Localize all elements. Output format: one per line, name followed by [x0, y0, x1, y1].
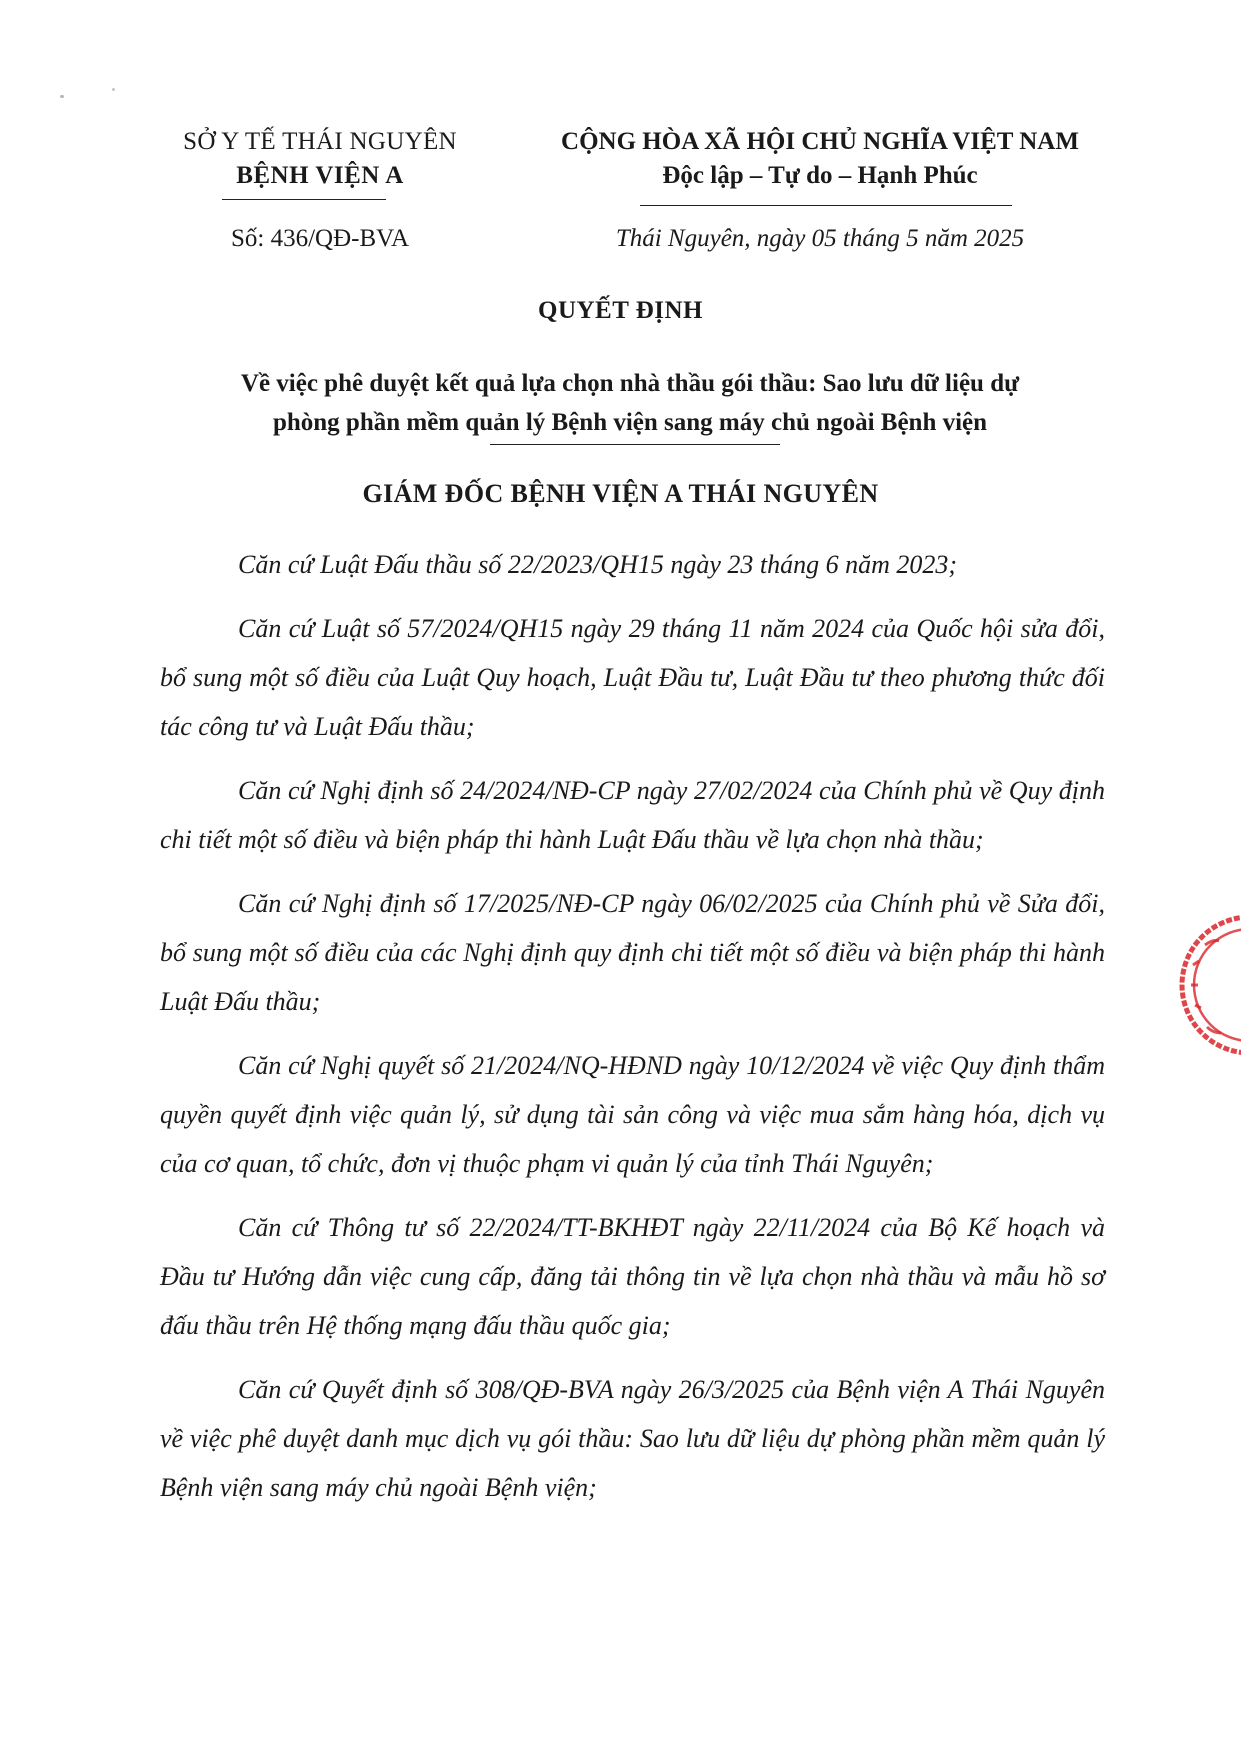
subject-underline: [490, 444, 780, 445]
agency-underline: [222, 199, 386, 200]
agency-name: BỆNH VIỆN A: [236, 162, 404, 189]
legal-basis-paragraph: Căn cứ Nghị định số 24/2024/NĐ-CP ngày 27/02/2024 của Chính phủ về Quy định chi tiết một số điều và biện pháp thi hành Luật Đấu thầu về lựa chọn nhà thầu;: [160, 776, 1105, 854]
legal-basis-paragraph: Căn cứ Luật số 57/2024/QH15 ngày 29 tháng 11 năm 2024 của Quốc hội sửa đổi, bổ sung một số điều của Luật Quy hoạch, Luật Đầu tư, Luật Đầu tư theo phương thức đối tác công tư và Luật Đấu thầu;: [160, 614, 1105, 741]
document-subject: [150, 364, 1110, 442]
national-motto: Độc lập – Tự do – Hạnh Phúc: [662, 162, 978, 189]
subject-line: phòng phần mềm quản lý Bệnh viện sang máy chủ ngoài Bệnh viện: [272, 409, 988, 436]
subject-line: Về việc phê duyệt kết quả lựa chọn nhà thầu gói thầu: Sao lưu dữ liệu dự: [240, 370, 1020, 397]
place-date: Thái Nguyên, ngày 05 tháng 5 năm 2025: [615, 225, 1025, 252]
legal-basis-paragraph: Căn cứ Nghị định số 17/2025/NĐ-CP ngày 06/02/2025 của Chính phủ về Sửa đổi, bổ sung một số điều của các Nghị định quy định chi tiết một số điều và biện pháp thi hành Luật Đấu thầu;: [160, 889, 1105, 1016]
national-header: [520, 125, 1120, 193]
legal-basis-paragraph: Căn cứ Luật Đấu thầu số 22/2023/QH15 ngày 23 tháng 6 năm 2023;: [238, 550, 958, 579]
legal-basis-section: [160, 540, 1105, 1527]
scan-speck: [112, 88, 115, 91]
national-title: CỘNG HÒA XÃ HỘI CHỦ NGHĨA VIỆT NAM: [561, 128, 1079, 155]
document-title: QUYẾT ĐỊNH: [538, 297, 703, 324]
red-seal-stamp: [1175, 905, 1241, 1065]
document-number: Số: 436/QĐ-BVA: [230, 225, 410, 252]
parent-agency: SỞ Y TẾ THÁI NGUYÊN: [183, 128, 457, 155]
motto-underline: [640, 205, 1012, 206]
issuing-authority: GIÁM ĐỐC BỆNH VIỆN A THÁI NGUYÊN: [362, 479, 879, 508]
legal-basis-paragraph: Căn cứ Quyết định số 308/QĐ-BVA ngày 26/3/2025 của Bệnh viện A Thái Nguyên về việc phê duyệt danh mục dịch vụ gói thầu: Sao lưu dữ liệu dự phòng phần mềm quản lý Bệnh viện sang máy chủ ngoài Bệnh viện;: [160, 1375, 1105, 1502]
legal-basis-paragraph: Căn cứ Thông tư số 22/2024/TT-BKHĐT ngày 22/11/2024 của Bộ Kế hoạch và Đầu tư Hướng dẫn việc cung cấp, đăng tải thông tin về lựa chọn nhà thầu và mẫu hồ sơ đấu thầu trên Hệ thống mạng đấu thầu quốc gia;: [160, 1213, 1105, 1340]
legal-basis-paragraph: Căn cứ Nghị quyết số 21/2024/NQ-HĐND ngày 10/12/2024 về việc Quy định thẩm quyền quyết định việc quản lý, sử dụng tài sản công và việc mua sắm hàng hóa, dịch vụ của cơ quan, tổ chức, đơn vị thuộc phạm vi quản lý của tỉnh Thái Nguyên;: [160, 1051, 1105, 1178]
scan-speck: [60, 95, 64, 98]
issuing-agency-block: [140, 125, 500, 193]
